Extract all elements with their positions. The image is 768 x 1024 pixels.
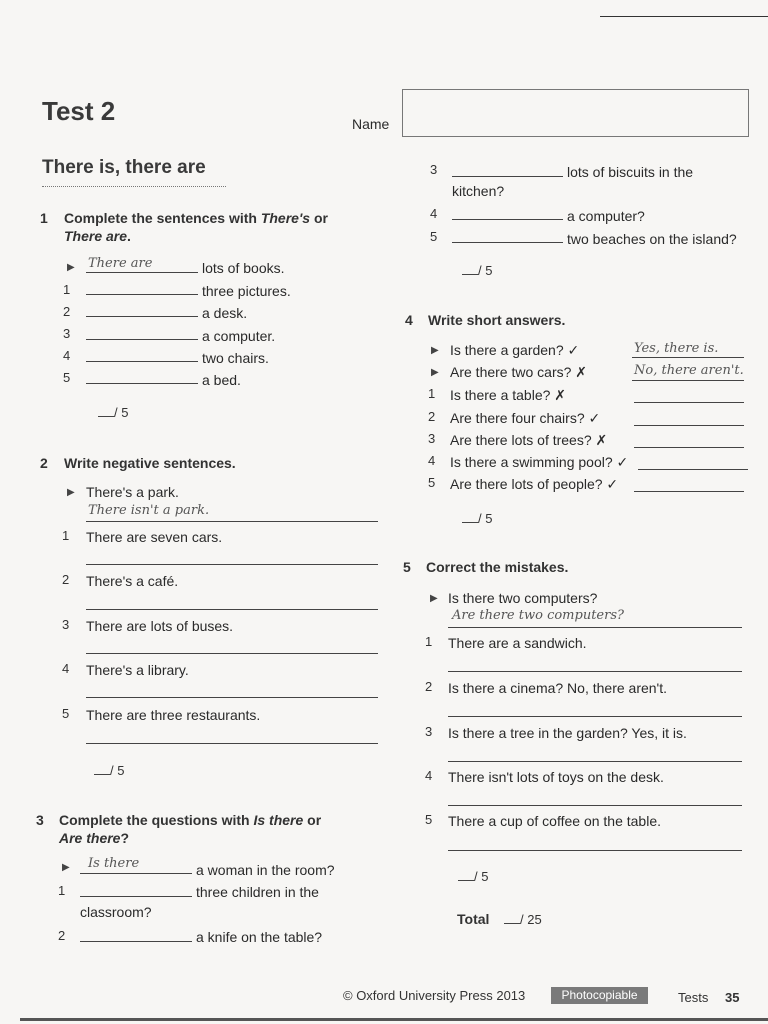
ex4-item-question: Are there four chairs? ✓ xyxy=(450,410,601,426)
ex1-item-number: 1 xyxy=(63,282,71,297)
ex2-example-line xyxy=(86,521,378,522)
ex5-item-text: Is there a tree in the garden? Yes, it is. xyxy=(448,725,687,741)
ex1-item-number: 4 xyxy=(63,348,71,363)
ex1-blank[interactable] xyxy=(86,294,198,295)
total-label: Total xyxy=(457,911,490,927)
ex4-answer-blank[interactable] xyxy=(634,447,744,448)
ex1-example-text: lots of books. xyxy=(202,260,285,276)
ex4-score: / 5 xyxy=(462,511,492,526)
ex1-item-text: a desk. xyxy=(202,305,248,321)
ex4-example-blank xyxy=(632,380,744,381)
top-rule xyxy=(600,16,768,17)
ex3-item-text-cont: kitchen? xyxy=(452,183,505,199)
example-arrow-icon: ▶ xyxy=(431,367,439,378)
ex4-item-question: Are there lots of people? ✓ xyxy=(450,476,619,492)
ex4-example-question: Are there two cars? ✗ xyxy=(450,364,588,380)
test-title: Test 2 xyxy=(42,96,116,126)
ex3-number: 3 xyxy=(36,812,44,828)
ex3-example-answer: Is there xyxy=(88,856,140,871)
ex5-item-number: 5 xyxy=(425,812,433,827)
ex2-score: / 5 xyxy=(94,763,124,778)
section-title-underline xyxy=(42,186,226,187)
ex1-example-answer: There are xyxy=(88,256,153,271)
ex2-example-answer: There isn't a park. xyxy=(88,503,210,518)
photocopiable-badge: Photocopiable xyxy=(551,987,648,1004)
ex2-answer-line[interactable] xyxy=(86,609,378,610)
ex5-score: / 5 xyxy=(458,869,488,884)
ex1-example-blank xyxy=(86,272,198,273)
ex3-item-number: 3 xyxy=(430,162,438,177)
ex5-answer-line[interactable] xyxy=(448,671,742,672)
ex3-blank[interactable] xyxy=(452,176,563,177)
ex5-item-text: There a cup of coffee on the table. xyxy=(448,813,662,829)
ex2-item-text: There's a library. xyxy=(86,662,189,678)
ex1-item-text: three pictures. xyxy=(202,283,291,299)
ex3-item-number: 2 xyxy=(58,928,66,943)
ex3-example-text: a woman in the room? xyxy=(196,862,335,878)
ex4-item-number: 1 xyxy=(428,386,436,401)
ex3-item-text-cont: classroom? xyxy=(80,904,152,920)
ex1-item-text: a computer. xyxy=(202,328,276,344)
ex3-item-text: two beaches on the island? xyxy=(567,231,737,247)
ex4-answer-blank[interactable] xyxy=(638,469,748,470)
ex4-instruction: Write short answers. xyxy=(428,312,566,328)
ex4-item-number: 5 xyxy=(428,475,436,490)
ex5-item-text: There isn't lots of toys on the desk. xyxy=(448,769,664,785)
ex3-score: / 5 xyxy=(462,263,492,278)
ex5-instruction: Correct the mistakes. xyxy=(426,559,569,575)
ex3-item-text: three children in the xyxy=(196,884,319,900)
ex1-blank[interactable] xyxy=(86,339,198,340)
ex3-blank[interactable] xyxy=(80,941,192,942)
ex1-blank[interactable] xyxy=(86,361,198,362)
copyright-text: © Oxford University Press 2013 xyxy=(343,988,526,1003)
ex3-instruction-line2: Are there? xyxy=(59,830,130,846)
ex3-blank[interactable] xyxy=(80,896,192,897)
ex5-item-number: 1 xyxy=(425,634,433,649)
ex2-item-text: There are seven cars. xyxy=(86,529,223,545)
ex4-answer-blank[interactable] xyxy=(634,402,744,403)
ex5-item-text: There are a sandwich. xyxy=(448,635,587,651)
ex2-item-text: There's a café. xyxy=(86,573,179,589)
ex1-blank[interactable] xyxy=(86,316,198,317)
ex1-instruction-line2: There are. xyxy=(64,228,131,244)
ex5-example-line xyxy=(448,627,742,628)
ex5-item-text: Is there a cinema? No, there aren't. xyxy=(448,680,668,696)
ex2-item-number: 3 xyxy=(62,617,70,632)
example-arrow-icon: ▶ xyxy=(67,262,75,273)
ex5-answer-line[interactable] xyxy=(448,716,742,717)
ex4-number: 4 xyxy=(405,312,413,328)
ex3-item-number: 1 xyxy=(58,883,66,898)
example-arrow-icon: ▶ xyxy=(431,345,439,356)
ex4-item-question: Is there a swimming pool? ✓ xyxy=(450,454,629,470)
ex4-example-blank xyxy=(632,357,744,358)
ex4-example-answer: Yes, there is. xyxy=(634,341,719,356)
ex2-item-number: 5 xyxy=(62,706,70,721)
ex2-answer-line[interactable] xyxy=(86,653,378,654)
ex3-instruction: Complete the questions with Is there or xyxy=(59,812,322,828)
ex2-item-number: 2 xyxy=(62,572,70,587)
ex1-number: 1 xyxy=(40,210,48,226)
ex4-item-number: 3 xyxy=(428,431,436,446)
ex2-example-text: There's a park. xyxy=(86,484,179,500)
ex2-answer-line[interactable] xyxy=(86,743,378,744)
footer-section-label: Tests xyxy=(678,990,709,1005)
ex3-item-text: a knife on the table? xyxy=(196,929,323,945)
ex4-answer-blank[interactable] xyxy=(634,491,744,492)
ex2-item-text: There are lots of buses. xyxy=(86,618,234,634)
ex2-number: 2 xyxy=(40,455,48,471)
ex5-item-number: 3 xyxy=(425,724,433,739)
ex4-example-answer: No, there aren't. xyxy=(634,363,744,378)
ex4-item-question: Is there a table? ✗ xyxy=(450,387,567,403)
ex5-item-number: 2 xyxy=(425,679,433,694)
ex5-answer-line[interactable] xyxy=(448,761,742,762)
ex3-example-blank xyxy=(80,873,192,874)
example-arrow-icon: ▶ xyxy=(62,862,70,873)
ex5-answer-line[interactable] xyxy=(448,850,742,851)
ex2-item-number: 4 xyxy=(62,661,70,676)
ex2-item-number: 1 xyxy=(62,528,70,543)
ex1-item-number: 3 xyxy=(63,326,71,341)
ex1-item-number: 2 xyxy=(63,304,71,319)
ex1-instruction: Complete the sentences with There's or xyxy=(64,210,328,226)
example-arrow-icon: ▶ xyxy=(67,487,75,498)
ex4-item-number: 4 xyxy=(428,453,436,468)
total-score: / 25 xyxy=(504,912,542,927)
ex5-example-answer: Are there two computers? xyxy=(452,608,624,623)
section-title: There is, there are xyxy=(42,157,206,178)
example-arrow-icon: ▶ xyxy=(430,593,438,604)
ex2-instruction: Write negative sentences. xyxy=(64,455,236,471)
ex3-blank[interactable] xyxy=(452,219,563,220)
ex3-item-text: lots of biscuits in the xyxy=(567,164,694,180)
ex1-score: / 5 xyxy=(98,405,128,420)
ex3-item-number: 4 xyxy=(430,206,438,221)
ex1-item-text: a bed. xyxy=(202,372,241,388)
ex2-item-text: There are three restaurants. xyxy=(86,707,261,723)
ex2-answer-line[interactable] xyxy=(86,697,378,698)
ex3-blank[interactable] xyxy=(452,242,563,243)
ex4-example-question: Is there a garden? ✓ xyxy=(450,342,580,358)
ex3-item-text: a computer? xyxy=(567,208,645,224)
ex1-item-text: two chairs. xyxy=(202,350,269,366)
ex5-number: 5 xyxy=(403,559,411,575)
ex5-answer-line[interactable] xyxy=(448,805,742,806)
ex5-item-number: 4 xyxy=(425,768,433,783)
ex4-answer-blank[interactable] xyxy=(634,425,744,426)
ex5-example-text: Is there two computers? xyxy=(448,590,598,606)
ex4-item-question: Are there lots of trees? ✗ xyxy=(450,432,608,448)
ex4-item-number: 2 xyxy=(428,409,436,424)
ex2-answer-line[interactable] xyxy=(86,564,378,565)
name-label: Name xyxy=(352,116,390,132)
ex1-blank[interactable] xyxy=(86,383,198,384)
bottom-rule xyxy=(20,1018,768,1021)
page-number: 35 xyxy=(725,990,740,1005)
ex3-item-number: 5 xyxy=(430,229,438,244)
ex1-item-number: 5 xyxy=(63,370,71,385)
name-field[interactable] xyxy=(402,89,749,137)
